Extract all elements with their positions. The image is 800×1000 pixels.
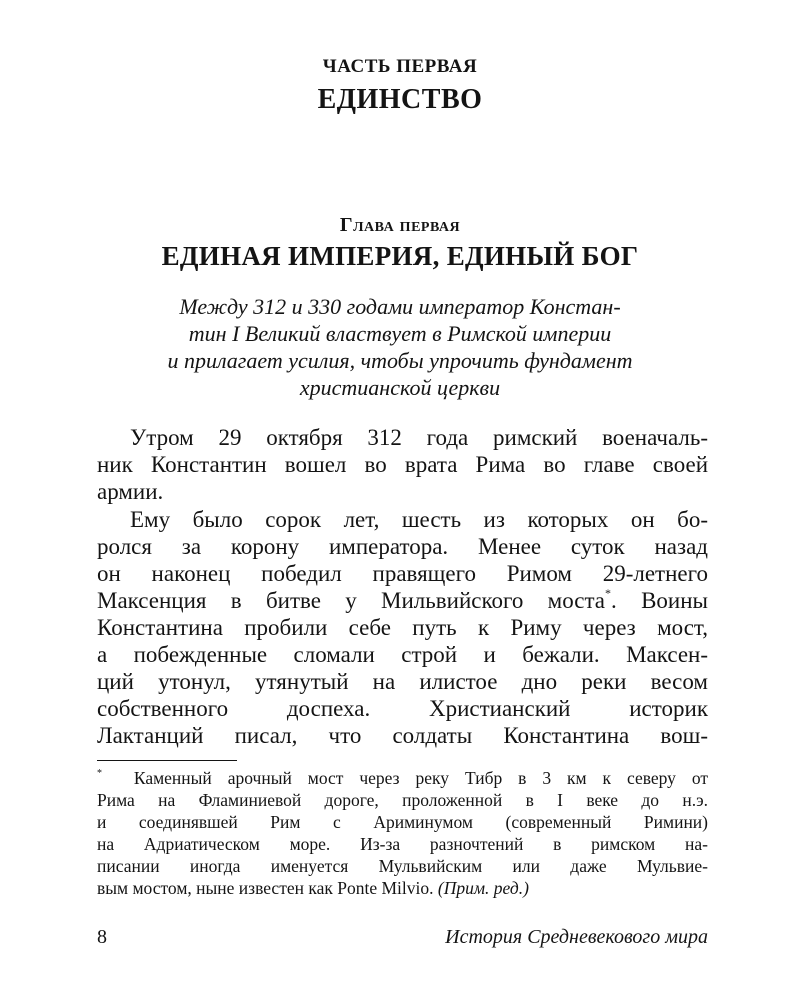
- body-line: ролся за корону императора. Менее суток назад: [97, 534, 708, 559]
- footnote-line: и соединявшей Рим с Ариминумом (современный Римини): [97, 812, 708, 832]
- body-line: а побежденные сломали строй и бежали. Максен-: [97, 642, 708, 667]
- part-label: ЧАСТЬ ПЕРВАЯ: [322, 56, 478, 77]
- footnote-line-text: Каменный арочный мост через реку Тибр в 3 км к северу от: [133, 768, 709, 788]
- editor-note: (Прим. ред.): [437, 878, 529, 898]
- running-title: История Средневекового мира: [445, 926, 708, 948]
- footnote-line: [97, 878, 708, 899]
- body-line: он наконец победил правящего Римом 29-летнего: [97, 561, 708, 586]
- body-line: Утром 29 октября 312 года римский военачаль-: [130, 425, 708, 450]
- body-line: Константина пробили себе путь к Риму через мост,: [97, 615, 708, 640]
- body-line: Лактанций писал, что солдаты Константина вош-: [97, 723, 708, 748]
- footnote-divider: [97, 760, 237, 761]
- body-line: армии.: [97, 479, 164, 504]
- body-line-text: Максенция в битве у Мильвийского моста: [97, 588, 606, 613]
- epigraph-line: тин I Великий властвует в Римской империи: [188, 321, 612, 346]
- page-number: 8: [97, 926, 107, 948]
- body-line-tail: . Воины: [611, 588, 708, 613]
- body-line: ник Константин вошел во врата Рима во главе своей: [97, 452, 708, 477]
- footnote-reference[interactable]: *: [605, 586, 612, 600]
- body-line: Ему было сорок лет, шесть из которых он бо-: [130, 507, 708, 532]
- footnote-line: писании иногда именуется Мульвийским или даже Мульвие-: [97, 856, 708, 876]
- footnote-line: Рима на Фламиниевой дороге, проложенной в I веке до н.э.: [97, 790, 708, 810]
- body-line: собственного доспеха. Христианский историк: [97, 696, 708, 721]
- footnote-marker: *: [97, 768, 102, 779]
- chapter-label: Глава первая: [339, 214, 461, 236]
- footnote-line: на Адриатическом море. Из-за разночтений в римском на-: [97, 834, 708, 854]
- body-line: ций утонул, утянутый на илистое дно реки весом: [97, 669, 708, 694]
- footnote-line: [97, 768, 708, 789]
- epigraph-line: Между 312 и 330 годами император Констан-: [179, 294, 621, 319]
- body-line-with-footnote: [97, 588, 708, 614]
- part-title: ЕДИНСТВО: [317, 84, 483, 115]
- chapter-title: ЕДИНАЯ ИМПЕРИЯ, ЕДИНЫЙ БОГ: [161, 241, 639, 271]
- epigraph-line: и прилагает усилия, чтобы упрочить фундамент: [167, 348, 633, 373]
- epigraph-line: христианской церкви: [299, 375, 501, 400]
- footnote-line-text: вым мостом, ныне известен как Ponte Milvio.: [97, 878, 434, 898]
